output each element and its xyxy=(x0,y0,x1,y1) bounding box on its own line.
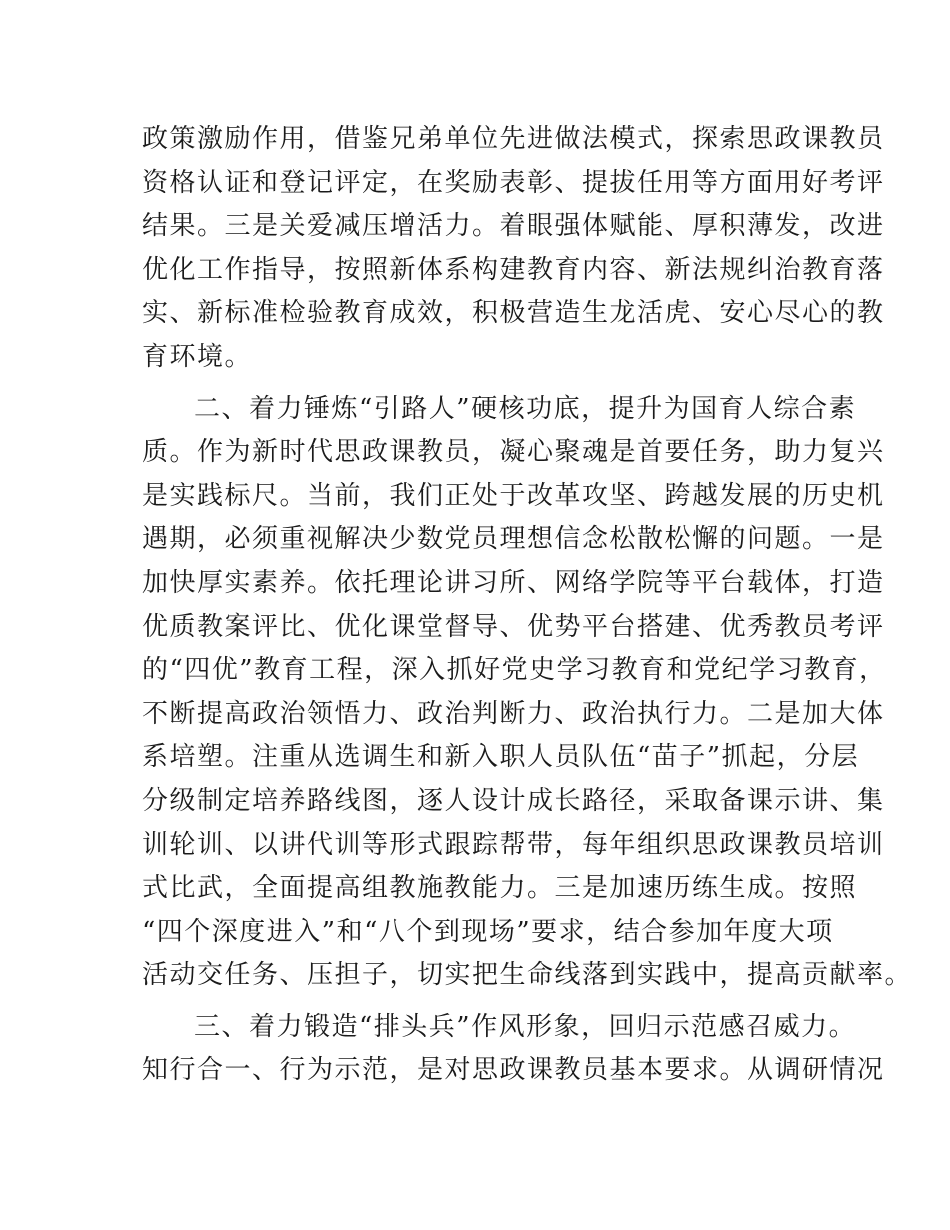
text-line: 二、着力锤炼“引路人”硬核功底，提升为国育人综合素 xyxy=(194,393,857,424)
text-line: 三、着力锻造“排头兵”作风形象，回归示范感召威力。 xyxy=(194,1011,857,1042)
text-line: 优化工作指导，按照新体系构建教育内容、新法规纠治教育落 xyxy=(142,254,885,285)
text-line: 活动交任务、压担子，切实把生命线落到实践中，提高贡献率。 xyxy=(142,960,913,991)
text-line: 加快厚实素养。依托理论讲习所、网络学院等平台载体，打造 xyxy=(142,567,885,598)
text-line: 政策激励作用，借鉴兄弟单位先进做法模式，探索思政课教员 xyxy=(142,124,885,154)
text-line: 是实践标尺。当前，我们正处于改革攻坚、跨越发展的历史机 xyxy=(142,480,885,511)
paragraph-2 xyxy=(142,388,913,998)
paragraph-1 xyxy=(142,118,885,380)
document-body xyxy=(142,118,913,1093)
text-line: 训轮训、以讲代训等形式跟踪帮带，每年组织思政课教员培训 xyxy=(142,829,885,860)
text-line: 不断提高政治领悟力、政治判断力、政治执行力。二是加大体 xyxy=(142,698,885,729)
text-line: 结果。三是关爱减压增活力。着眼强体赋能、厚积薄发，改进 xyxy=(142,211,885,242)
text-line: 资格认证和登记评定，在奖励表彰、提拔任用等方面用好考评 xyxy=(142,167,885,198)
text-line: 实、新标准检验教育成效，积极营造生龙活虎、安心尽心的教 xyxy=(142,298,885,329)
text-line: 育环境。 xyxy=(142,341,253,372)
text-line: 系培塑。注重从选调生和新入职人员队伍“苗子”抓起，分层 xyxy=(142,742,860,773)
text-line: 质。作为新时代思政课教员，凝心聚魂是首要任务，助力复兴 xyxy=(142,437,885,468)
text-line: 优质教案评比、优化课堂督导、优势平台搭建、优秀教员考评 xyxy=(142,611,885,642)
text-line: 的“四优”教育工程，深入抓好党史学习教育和党纪学习教育， xyxy=(142,655,887,686)
text-line: 遇期，必须重视解决少数党员理想信念松散松懈的问题。一是 xyxy=(142,524,885,555)
text-line: 式比武，全面提高组教施教能力。三是加速历练生成。按照 xyxy=(142,873,858,904)
paragraph-3 xyxy=(142,1006,885,1093)
text-line: 知行合一、行为示范，是对思政课教员基本要求。从调研情况 xyxy=(142,1055,885,1086)
text-line: “四个深度进入”和“八个到现场”要求，结合参加年度大项 xyxy=(142,916,834,947)
text-line: 分级制定培养路线图，逐人设计成长路径，采取备课示讲、集 xyxy=(142,785,885,816)
